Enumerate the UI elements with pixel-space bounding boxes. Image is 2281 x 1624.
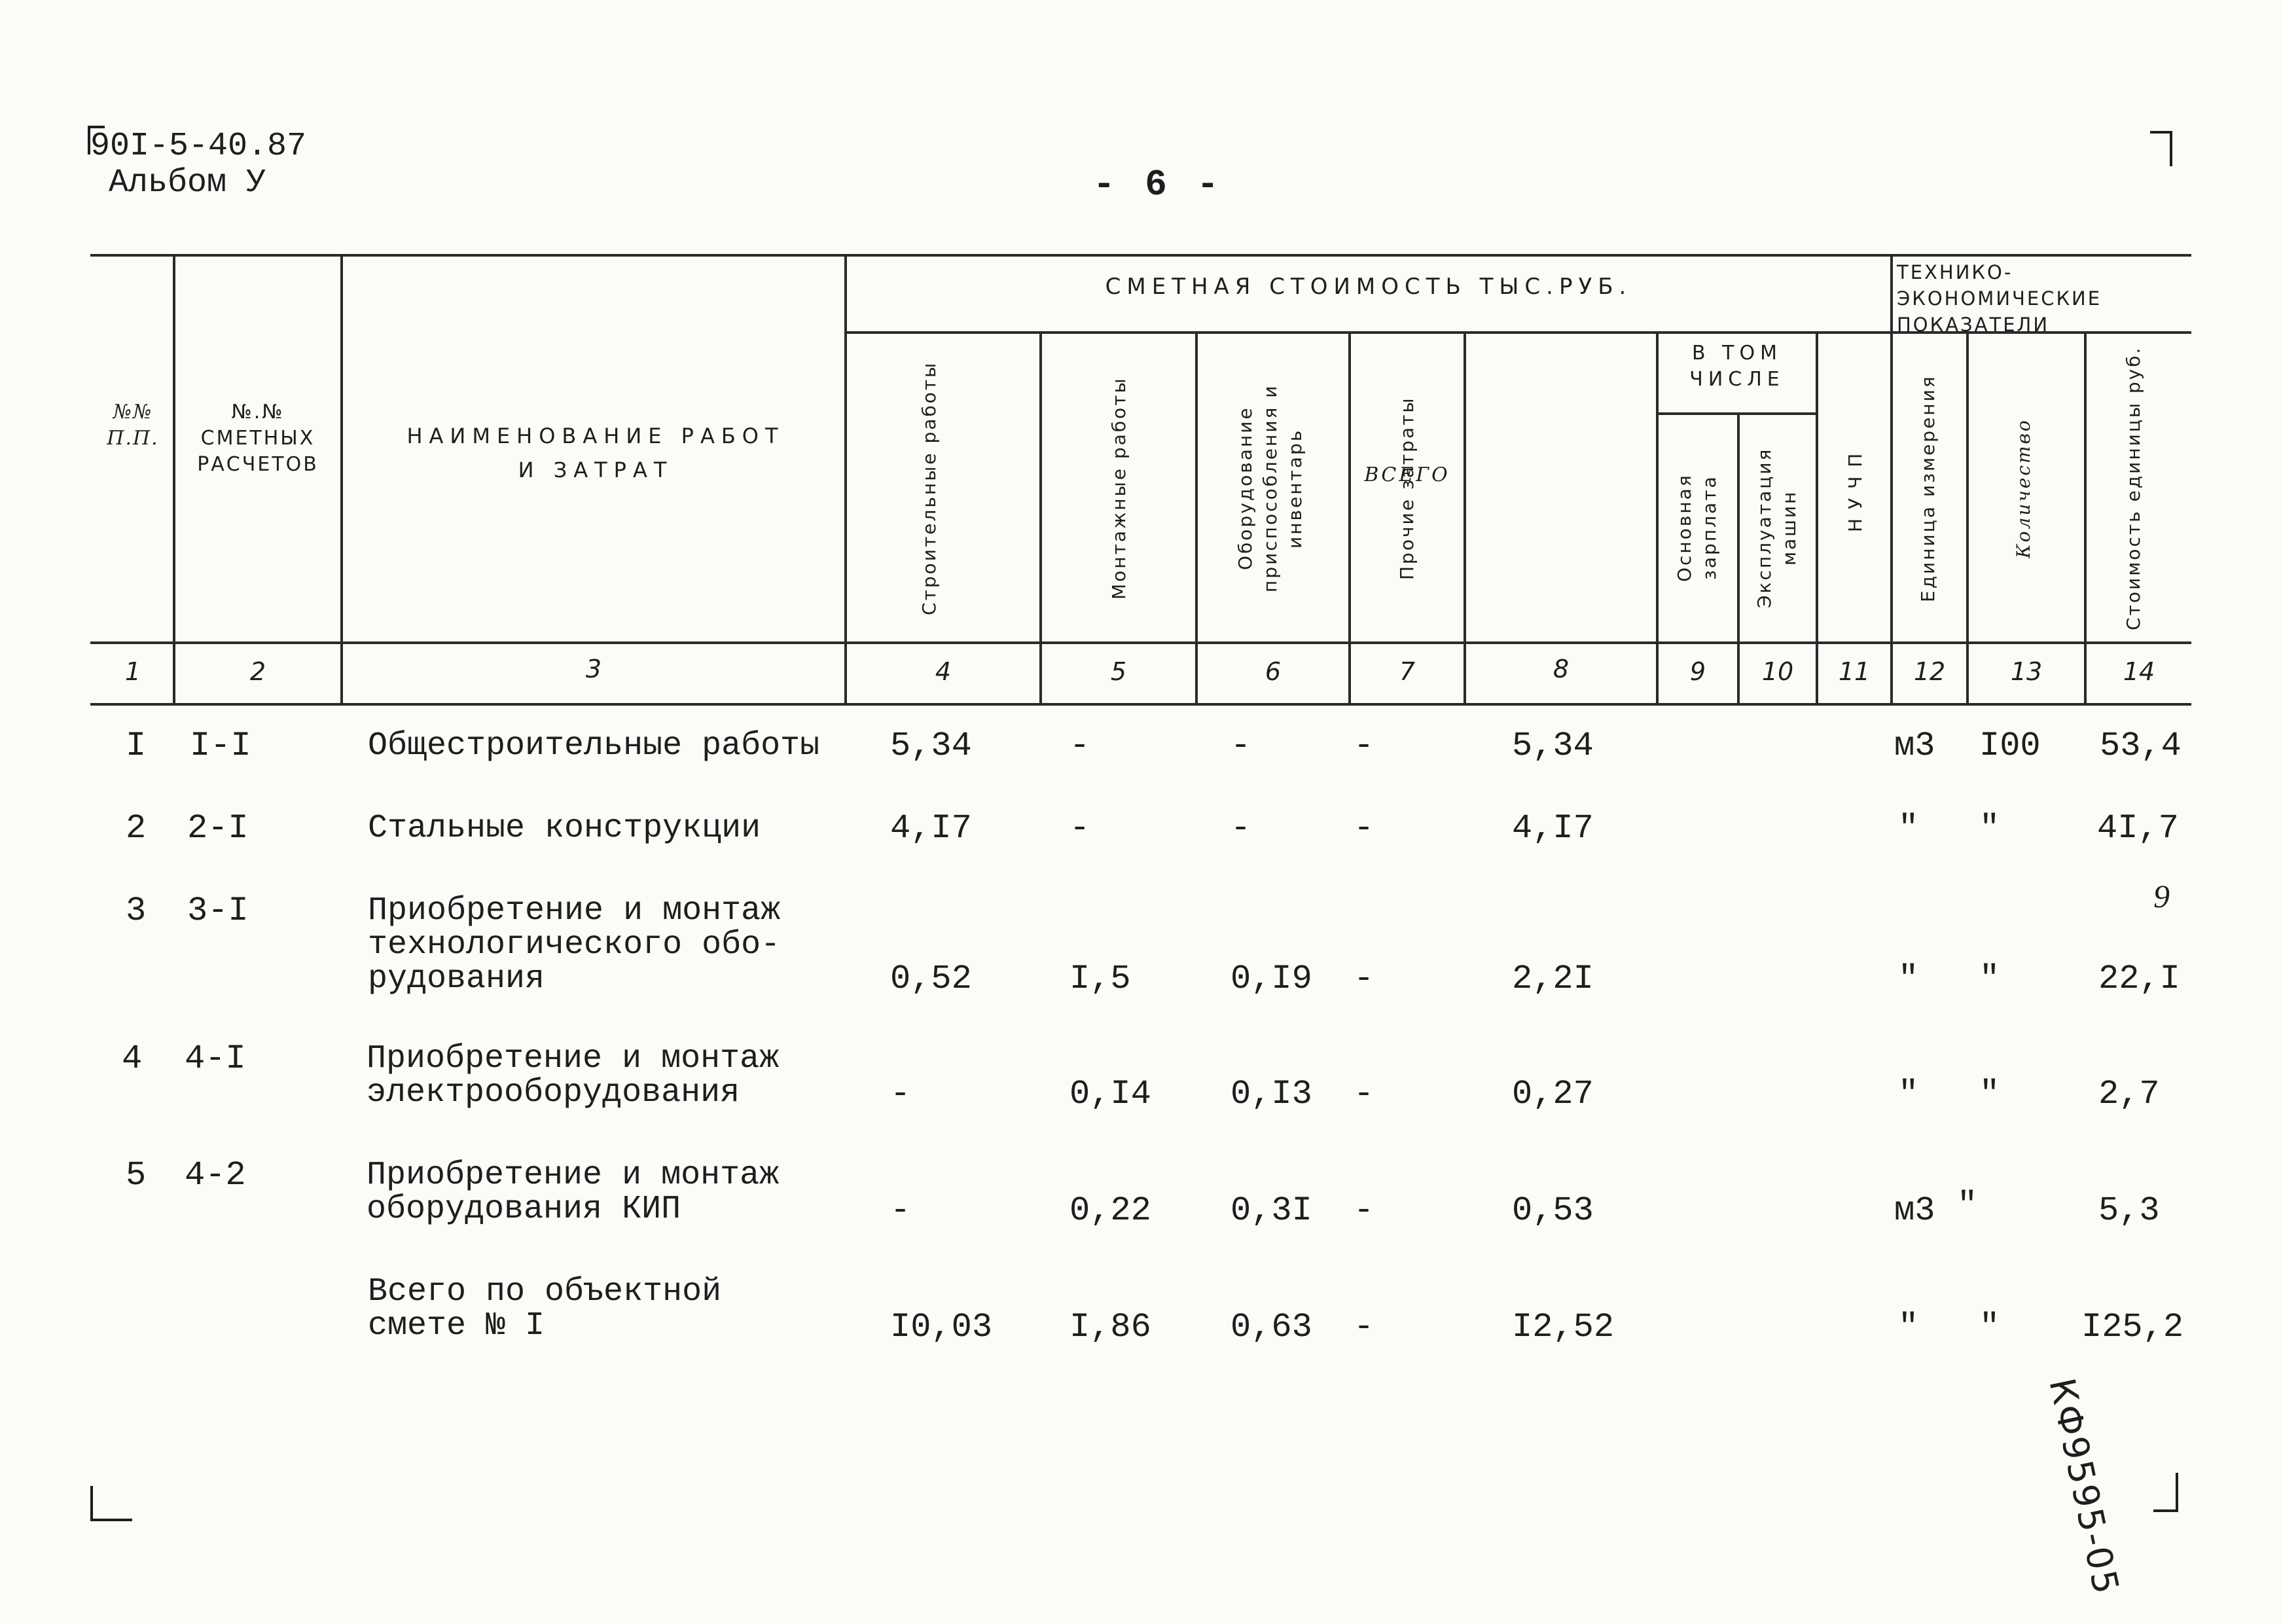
equipment-cost: 0,I3 [1230, 1075, 1312, 1113]
col-header-1: №№ П.П. [107, 401, 159, 450]
installation-cost: - [1069, 727, 1090, 765]
col-number: 11 [1838, 657, 1871, 686]
archive-number: КФ9595-05 [2041, 1375, 2128, 1600]
work-name: Стальные конструкции [368, 810, 761, 847]
col-number: 14 [2123, 657, 2155, 686]
construction-cost: - [890, 1075, 911, 1113]
unit-cost: 5,3 [2098, 1191, 2160, 1230]
unit: м3 [1894, 1191, 1935, 1230]
installation-cost: I,86 [1069, 1308, 1151, 1346]
installation-cost: I,5 [1069, 960, 1131, 998]
unit: " [1898, 960, 1919, 998]
corner-mark-bottom-left [90, 1486, 132, 1521]
album-label: Альбом У [109, 164, 266, 202]
total-cost: I2,52 [1512, 1308, 1615, 1346]
group-header-tech: ТЕХНИКО-ЭКОНОМИЧЕСКИЕ ПОКАЗАТЕЛИ [1897, 261, 2102, 336]
total-cost: 4,I7 [1512, 809, 1594, 848]
col-header-6: Оборудование приспособления и инвентарь [1234, 384, 1306, 593]
col-divider [1348, 331, 1351, 703]
col-divider [340, 254, 343, 703]
construction-cost: - [890, 1191, 911, 1230]
construction-cost: 5,34 [890, 727, 972, 765]
col-number: 10 [1761, 657, 1794, 686]
col-number: 9 [1689, 657, 1706, 686]
unit-cost: 22,I [2098, 960, 2180, 998]
unit: " [1898, 1075, 1919, 1113]
other-cost: - [1354, 960, 1374, 998]
total-cost: 2,2I [1512, 960, 1594, 998]
col-number: 12 [1913, 657, 1946, 686]
col-divider [1890, 254, 1893, 703]
construction-cost: 0,52 [890, 960, 972, 998]
row-number: I [126, 727, 147, 765]
unit: " [1898, 1308, 1919, 1346]
col-divider [844, 254, 847, 703]
work-name: Приобретение и монтаж оборудования КИП [367, 1157, 780, 1228]
work-name: Приобретение и монтаж электрооборудования [367, 1040, 780, 1111]
col-header-5: Монтажные работы [1108, 376, 1130, 600]
col-divider [1039, 331, 1042, 703]
work-name: Приобретение и монтаж технологического обо- рудования [368, 892, 781, 998]
construction-cost: 4,I7 [890, 809, 972, 848]
unit: м3 [1894, 727, 1935, 765]
col-header-14: Стоимость единицы руб. [2123, 346, 2144, 631]
col-header-2: №.№ СМЕТНЫХ РАСЧЕТОВ [197, 401, 319, 476]
other-cost: - [1354, 809, 1374, 848]
unit-cost: 4I,7 [2097, 809, 2179, 848]
col-header-12: Единица измерения [1917, 374, 1939, 602]
page-number: - 6 - [1093, 164, 1223, 206]
calc-number: 4-2 [185, 1156, 246, 1195]
work-name: Всего по объектной смете № I [368, 1273, 722, 1344]
installation-cost: - [1069, 809, 1090, 848]
unit-cost: I25,2 [2081, 1308, 2184, 1346]
equipment-cost: - [1230, 809, 1251, 848]
col-divider [173, 254, 175, 703]
table-top-border [90, 254, 2191, 257]
col-header-4: Строительные работы [918, 361, 940, 616]
col-number: 3 [585, 655, 602, 683]
equipment-cost: - [1230, 727, 1251, 765]
group-header-cost: СМЕТНАЯ СТОИМОСТЬ ТЫС.РУБ. [1105, 274, 1632, 300]
col-number: 13 [2010, 657, 2043, 686]
col-number: 2 [249, 657, 266, 686]
corner-mark-bottom-right [2153, 1473, 2178, 1512]
construction-cost: I0,03 [890, 1308, 993, 1346]
unit-cost: 2,7 [2098, 1075, 2160, 1113]
other-cost: - [1354, 727, 1374, 765]
corner-mark-top-right [2150, 131, 2172, 166]
other-cost: - [1354, 1191, 1374, 1230]
col-header-13: Количество [2013, 418, 2034, 558]
number-row-bottom-border [90, 703, 2191, 706]
col-header-8: ВСЕГО [1364, 463, 1450, 486]
header-bottom-border [90, 641, 2191, 644]
col-divider [1195, 331, 1198, 703]
col-divider [1464, 331, 1466, 703]
unit: " [1898, 809, 1919, 848]
col-header-10: Эксплуатация машин [1753, 447, 1800, 608]
row-number: 5 [126, 1156, 147, 1195]
quantity: " [1957, 1186, 1978, 1225]
quantity: " [1979, 1308, 2000, 1346]
col-divider [1816, 331, 1818, 703]
unit-cost: 53,4 [2100, 727, 2182, 765]
col-number: 5 [1110, 657, 1127, 686]
quantity: " [1979, 1075, 2000, 1113]
calc-number: 2-I [187, 809, 249, 848]
calc-number: 4-I [185, 1039, 246, 1078]
installation-cost: 0,22 [1069, 1191, 1151, 1230]
col-divider [1966, 331, 1969, 703]
row-number: 3 [126, 892, 147, 930]
total-cost: 5,34 [1512, 727, 1594, 765]
incl-divider [1656, 412, 1816, 415]
quantity: " [1979, 960, 2000, 998]
col-header-7: Прочие затраты [1396, 396, 1418, 581]
other-cost: - [1354, 1075, 1374, 1113]
group-header-incl: В ТОМ ЧИСЛЕ [1689, 342, 1785, 391]
col-number: 7 [1399, 657, 1416, 686]
col-divider [2084, 331, 2087, 703]
col-header-9: Основная зарплата [1674, 473, 1720, 582]
document-code: 90I-5-40.87 [90, 128, 307, 165]
equipment-cost: 0,63 [1230, 1308, 1312, 1346]
calc-number: 3-I [187, 892, 249, 930]
col-number: 8 [1553, 655, 1570, 683]
installation-cost: 0,I4 [1069, 1075, 1151, 1113]
col-number: 4 [935, 657, 952, 686]
total-cost: 0,27 [1512, 1075, 1594, 1113]
document-code-block [90, 128, 306, 202]
equipment-cost: 0,I9 [1230, 960, 1312, 998]
quantity: I00 [1979, 727, 2041, 765]
other-cost: - [1354, 1308, 1374, 1346]
sheet-mark: 9 [2153, 878, 2170, 914]
col-number: 6 [1265, 657, 1282, 686]
row-number: 2 [126, 809, 147, 848]
total-cost: 0,53 [1512, 1191, 1594, 1230]
work-name: Общестроительные работы [368, 727, 820, 765]
equipment-cost: 0,3I [1230, 1191, 1312, 1230]
quantity: " [1979, 809, 2000, 848]
row-number: 4 [122, 1039, 143, 1078]
calc-number: I-I [190, 727, 251, 765]
col-number: 1 [124, 657, 141, 686]
col-header-3: НАИМЕНОВАНИЕ РАБОТ И ЗАТРАТ [406, 424, 785, 482]
col-header-11: НУЧП [1844, 444, 1866, 533]
